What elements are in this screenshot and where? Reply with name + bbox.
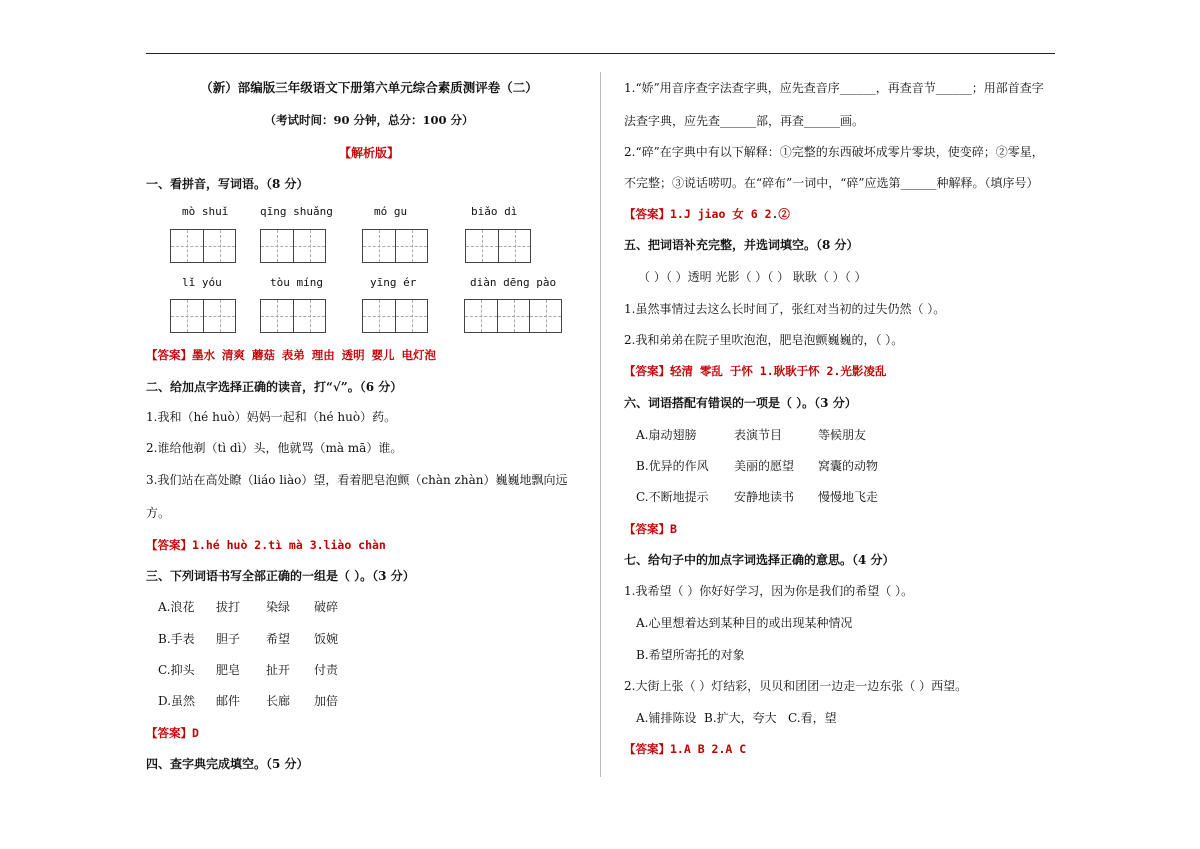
top-rule (146, 53, 1055, 54)
s5-words: （ ）（ ）透明 光影（ ）（ ） 耿耿（ ）（ ） (638, 270, 867, 284)
phrase: 等候朋友 (818, 428, 867, 442)
section-3-answer: 【答案】D (146, 726, 199, 740)
s4-question-1: 1.“娇”用音序查字法查字典，应先查音序______，再查音节______；用部首查字 (624, 81, 1044, 95)
writing-grid[interactable] (362, 299, 428, 333)
pinyin-6: tòu míng (270, 276, 323, 289)
word: 肥皂 (216, 663, 241, 677)
word: 破碎 (314, 600, 339, 614)
section-1-answer: 【答案】墨水 清爽 蘑菇 表弟 理由 透明 婴儿 电灯泡 (146, 348, 436, 362)
word: A.浪花 (158, 600, 195, 614)
section-5-answer: 【答案】轻清 零乱 于怀 1.耿耿于怀 2.光影凌乱 (624, 364, 887, 378)
word: 希望 (266, 632, 291, 646)
pinyin-4: biǎo dì (471, 205, 518, 218)
s7-question-2: 2.大街上张（ ）灯结彩，贝贝和团团一边走一边东张（ ）西望。 (624, 679, 968, 693)
word: 扯开 (266, 663, 291, 677)
phrase: C.不断地提示 (636, 490, 709, 504)
word: 染绿 (266, 600, 291, 614)
word: 付责 (314, 663, 339, 677)
s6-option-a[interactable] (636, 427, 866, 443)
word: 加倍 (314, 694, 339, 708)
s3-option-b[interactable] (158, 631, 338, 647)
pinyin-7: yīng ér (370, 276, 417, 289)
phrase: B.优异的作风 (636, 459, 709, 473)
writing-grid[interactable] (465, 229, 531, 263)
section-7-answer: 【答案】1.A B 2.A C (624, 742, 747, 756)
s4-question-2: 2.“碎”在字典中有以下解释：①完整的东西破坏成零片零块，使变碎；②零星， (624, 145, 1044, 159)
writing-grid[interactable] (464, 299, 562, 333)
s3-option-c[interactable] (158, 662, 338, 678)
writing-grid[interactable] (260, 229, 326, 263)
word: C.抑头 (158, 663, 195, 677)
word: 胆子 (216, 632, 241, 646)
s6-option-c[interactable] (636, 489, 878, 505)
pinyin-3: mó gu (374, 205, 408, 218)
section-6-heading: 六、词语搭配有错误的一项是（ ）。（3 分） (624, 396, 857, 410)
s4-question-2-cont: 不完整；③说话唠叨。在“碎布”一词中，“碎”应选第______种解释。（填序号） (624, 176, 1039, 190)
s2-question-1: 1.我和（hé huò）妈妈一起和（hé huò）药。 (146, 410, 397, 424)
section-1-heading: 一、看拼音，写词语。（8 分） (146, 177, 309, 191)
section-7-heading: 七、给句子中的加点字词选择正确的意思。（4 分） (624, 553, 895, 567)
word: 邮件 (216, 694, 241, 708)
word: 拔打 (216, 600, 241, 614)
s5-question-1: 1.虽然事情过去这么长时间了，张红对当初的过失仍然（ ）。 (624, 302, 946, 316)
s7-q1-option-b[interactable]: B.希望所寄托的对象 (636, 648, 745, 662)
pinyin-1: mò shuǐ (182, 205, 229, 218)
word: D.虽然 (158, 694, 196, 708)
phrase: A.扇动翅膀 (636, 428, 697, 442)
s2-question-2: 2.谁给他剃（tì dì）头，他就骂（mà mā）谁。 (146, 441, 403, 455)
s2-question-3-cont: 方。 (146, 506, 171, 520)
phrase: 表演节目 (734, 428, 783, 442)
s3-option-a[interactable] (158, 599, 338, 615)
phrase: 美丽的愿望 (734, 459, 795, 473)
writing-grid[interactable] (170, 299, 236, 333)
s7-q2-options[interactable] (636, 710, 837, 726)
section-6-answer: 【答案】B (624, 522, 677, 536)
writing-grid[interactable] (260, 299, 326, 333)
s2-question-3: 3.我们站在高处瞭（liáo liào）望，看着肥皂泡颤（chàn zhàn）巍巍地飘向远 (146, 473, 568, 487)
analysis-edition-label: 【解析版】 (338, 146, 399, 160)
option[interactable]: B.扩大，夸大 (704, 711, 777, 725)
s5-question-2: 2.我和弟弟在院子里吹泡泡，肥皂泡颤巍巍的，（ ）。 (624, 333, 904, 347)
page-title: （新）部编版三年级语文下册第六单元综合素质测评卷（二） (200, 80, 538, 95)
word: 长廊 (266, 694, 291, 708)
section-4-answer: 【答案】1.J jiao 女 6 2.② (624, 207, 790, 221)
pinyin-8: diàn dēng pào (470, 276, 557, 289)
section-3-heading: 三、下列词语书写全部正确的一组是（ ）。（3 分） (146, 569, 415, 583)
phrase: 窝囊的动物 (818, 459, 879, 473)
section-2-answer: 【答案】1.hé huò 2.tì mà 3.liào chàn (146, 538, 386, 552)
column-divider (600, 72, 601, 777)
s7-q1-option-a[interactable]: A.心里想着达到某种目的或出现某种情况 (636, 616, 853, 630)
section-5-heading: 五、把词语补充完整，并选词填空。（8 分） (624, 238, 859, 252)
s6-option-b[interactable] (636, 458, 878, 474)
phrase: 安静地读书 (734, 490, 795, 504)
section-2-heading: 二、给加点字选择正确的读音，打“√”。（6 分） (146, 380, 403, 394)
pinyin-2: qīng shuǎng (260, 205, 333, 218)
word: 饭婉 (314, 632, 339, 646)
pinyin-5: lǐ yóu (182, 276, 222, 289)
option[interactable]: A.铺排陈设 (636, 711, 697, 725)
s3-option-d[interactable] (158, 693, 338, 709)
s7-question-1: 1.我希望（ ）你好好学习，因为你是我们的希望（ ）。 (624, 584, 914, 598)
writing-grid[interactable] (170, 229, 236, 263)
exam-info: （考试时间：90 分钟，总分：100 分） (264, 113, 474, 127)
writing-grid[interactable] (362, 229, 428, 263)
s4-question-1-cont: 法查字典，应先查______部，再查______画。 (624, 114, 865, 128)
word: B.手表 (158, 632, 195, 646)
phrase: 慢慢地飞走 (818, 490, 879, 504)
section-4-heading: 四、查字典完成填空。（5 分） (146, 757, 309, 771)
option[interactable]: C.看，望 (788, 711, 837, 725)
